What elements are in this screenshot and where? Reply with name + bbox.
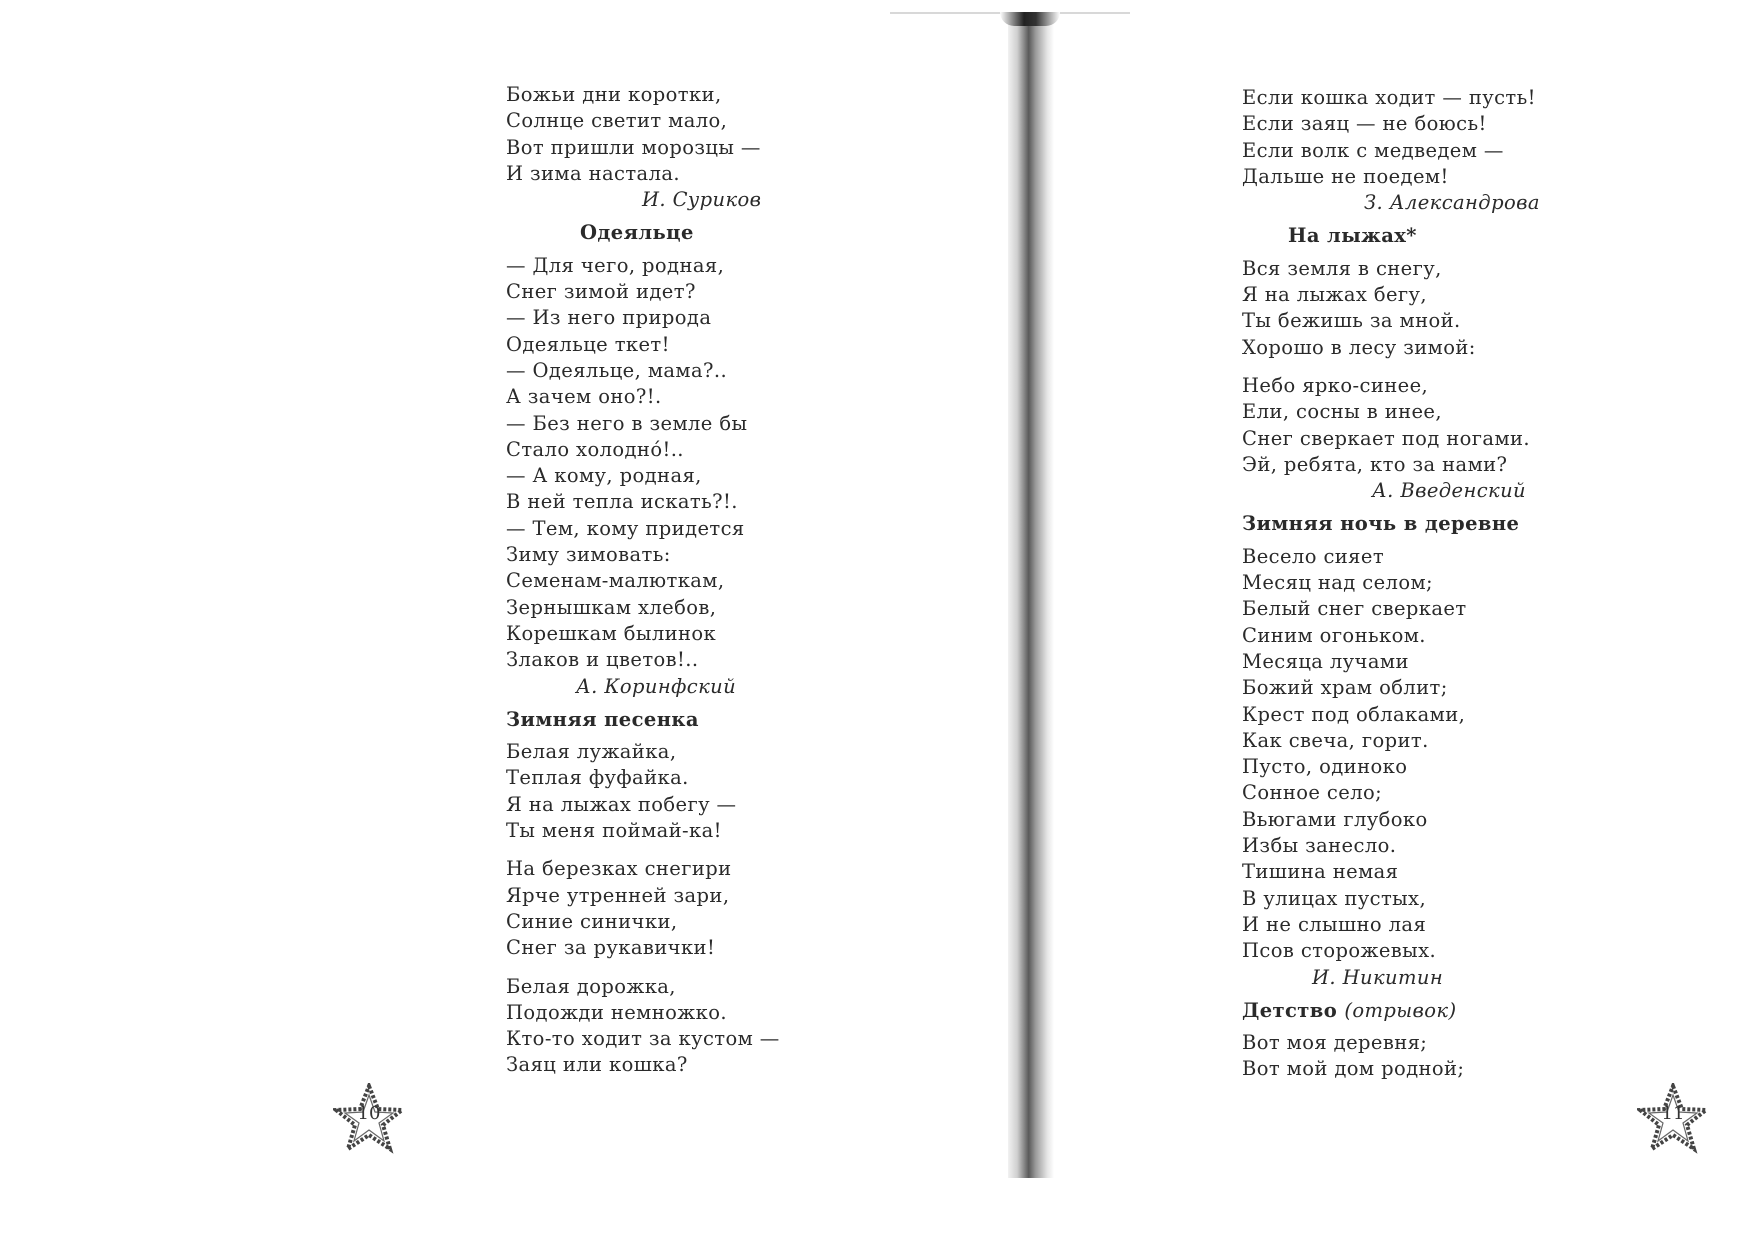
- poem-zimnyaya-noch: [1242, 544, 1582, 991]
- poem-line: Божьи дни коротки,: [506, 83, 722, 106]
- poem-line: Вся земля в снегу,: [1242, 256, 1442, 280]
- poem-line: Одеяльце ткет!: [506, 332, 670, 356]
- poem-line: Синие синички,: [506, 909, 678, 933]
- poem-line: А зачем оно?!.: [506, 385, 662, 409]
- stanza-gap: [506, 962, 846, 974]
- book-gutter: [1008, 12, 1054, 1178]
- poem-line: Солнце светит мало,: [506, 109, 728, 133]
- poem-line: Хорошо в лесу зимой:: [1242, 335, 1476, 359]
- poem-author: И. Суриков: [642, 188, 762, 212]
- poem-line: Вот моя деревня;: [1242, 1031, 1428, 1055]
- poem-line: И не слышно лая: [1242, 912, 1427, 936]
- page-number-left: [333, 1083, 405, 1155]
- poem-line: Сонное село;: [1242, 781, 1383, 805]
- book-gutter-shadow: [1000, 12, 1060, 26]
- poem-detstvo: [1242, 1030, 1582, 1083]
- poem-line: Избы занесло.: [1242, 834, 1397, 858]
- page-number-text: 10: [357, 1103, 381, 1124]
- poem-line: — Из него природа: [506, 306, 712, 330]
- poem-line: Как свеча, горит.: [1242, 728, 1429, 752]
- poem-line: И зима настала.: [506, 161, 680, 185]
- poem-line: В ней тепла искать?!.: [506, 490, 738, 514]
- poem-line: Пусто, одиноко: [1242, 755, 1408, 779]
- poem-line: Вот мой дом родной;: [1242, 1057, 1465, 1081]
- poem-line: Месяца лучами: [1242, 649, 1409, 673]
- poem-line: Семенам-малюткам,: [506, 569, 725, 593]
- poem-line: Кто-то ходит за кустом —: [506, 1027, 780, 1051]
- poem-line: Белая дорожка,: [506, 974, 676, 998]
- poem-line: — Одеяльце, мама?..: [506, 358, 728, 382]
- poem-title-note: (отрывок): [1344, 998, 1457, 1022]
- poem-title-detstvo: [1242, 998, 1582, 1024]
- poem-line: — А кому, родная,: [506, 464, 702, 488]
- poem-line: Ели, сосны в инее,: [1242, 400, 1442, 424]
- poem-author: А. Введенский: [1372, 479, 1527, 503]
- poem-line: Ты бежишь за мной.: [1242, 309, 1461, 333]
- poem-line: Крест под облаками,: [1242, 702, 1466, 726]
- stanza-gap: [1242, 361, 1582, 373]
- poem-line: Ты меня поймай-ка!: [506, 819, 722, 843]
- poem-line: Злаков и цветов!..: [506, 648, 699, 672]
- poem-line: В улицах пустых,: [1242, 886, 1427, 910]
- poem-line: Зиму зимовать:: [506, 543, 671, 567]
- poem-title: Зимняя песенка: [506, 707, 699, 731]
- poem-line: На березках снегири: [506, 857, 732, 881]
- poem-aleksandrova-continuation: [1242, 85, 1582, 216]
- poem-line: — Для чего, родная,: [506, 253, 725, 277]
- poem-line: Теплая фуфайка.: [506, 766, 689, 790]
- poem-line: Стало холодно́!..: [506, 437, 684, 461]
- poem-line: Божий храм облит;: [1242, 676, 1448, 700]
- poem-line: Я на лыжах бегу,: [1242, 283, 1428, 307]
- poem-line: Я на лыжах побегу —: [506, 792, 737, 816]
- poem-line: Заяц или кошка?: [506, 1053, 688, 1077]
- poem-zimnyaya-pesenka: [506, 739, 846, 1079]
- poem-author: И. Никитин: [1312, 965, 1444, 989]
- poem-na-lyzhakh: [1242, 256, 1582, 505]
- right-page-text: [1242, 85, 1582, 1083]
- poem-line: Подожди немножко.: [506, 1000, 727, 1024]
- poem-line: Корешкам былинок: [506, 621, 717, 645]
- poem-title-text: Детство: [1242, 998, 1338, 1022]
- poem-line: Снег зимой идет?: [506, 280, 696, 304]
- poem-line: Белая лужайка,: [506, 740, 677, 764]
- page-number-text: 11: [1661, 1103, 1685, 1124]
- left-page-text: [506, 82, 846, 1079]
- poem-line: Месяц над селом;: [1242, 571, 1434, 595]
- poem-line: — Без него в земле бы: [506, 411, 748, 435]
- poem-line: Синим огоньком.: [1242, 623, 1426, 647]
- poem-line: Вот пришли морозцы —: [506, 135, 761, 159]
- poem-line: Если волк с медведем —: [1242, 138, 1504, 162]
- poem-author: А. Коринфский: [576, 674, 737, 698]
- stanza-gap: [506, 844, 846, 856]
- poem-line: Если кошка ходит — пусть!: [1242, 86, 1536, 109]
- poem-line: Дальше не поедем!: [1242, 164, 1449, 188]
- poem-line: Белый снег сверкает: [1242, 597, 1467, 621]
- poem-title: Зимняя ночь в деревне: [1242, 512, 1520, 536]
- poem-line: Вьюгами глубоко: [1242, 807, 1428, 831]
- poem-line: Снег сверкает под ногами.: [1242, 426, 1531, 450]
- poem-author: З. Александрова: [1364, 191, 1540, 215]
- poem-surikov: [506, 82, 846, 213]
- page-number-right: [1637, 1083, 1709, 1155]
- poem-line: Зернышкам хлебов,: [506, 595, 717, 619]
- poem-line: Эй, ребята, кто за нами?: [1242, 452, 1508, 476]
- poem-line: Весело сияет: [1242, 544, 1385, 568]
- poem-line: Тишина немая: [1242, 860, 1399, 884]
- poem-line: Небо ярко-синее,: [1242, 373, 1429, 397]
- poem-odeyaltse: [506, 253, 846, 700]
- poem-line: Псов сторожевых.: [1242, 939, 1437, 963]
- poem-line: Если заяц — не боюсь!: [1242, 112, 1487, 136]
- poem-line: Ярче утренней зари,: [506, 883, 730, 907]
- poem-title: Одеяльце: [580, 221, 694, 245]
- poem-line: Снег за рукавички!: [506, 936, 716, 960]
- poem-title: На лыжах*: [1288, 224, 1417, 248]
- poem-line: — Тем, кому придется: [506, 516, 745, 540]
